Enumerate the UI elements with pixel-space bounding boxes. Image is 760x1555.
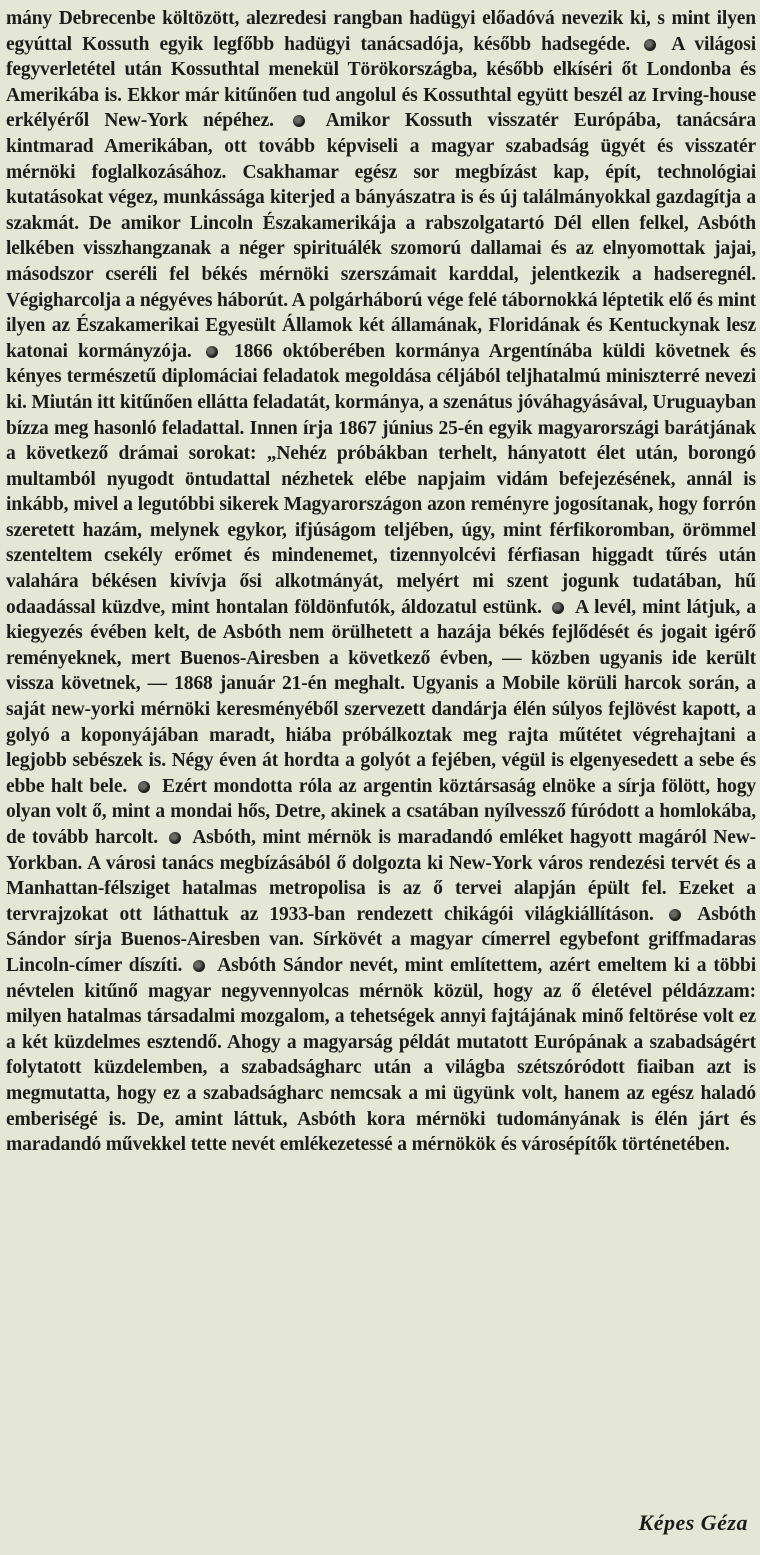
paragraph-5: A levél, mint látjuk, a kiegyezés évében kelt, de Asbóth nem örülhetett a hazája békés fejlődését és jogait igérő reményeknek, mert Buenos-Airesben a következő évben, — közben ugyanis ide került vissza követnek, — 1868 január 21-én meghalt. Ugyanis a Mobile körüli harcok során, a saját new-yorki mérnöki keresményéből szervezett dandárja élén súlyos fejlövést kapott, a golyó a koponyájában maradt, hiába próbálkoztak meg rajta műtétet végrehajtani a legjobb sebészek is. Négy éven át hordta a golyót a fejében, végül is elgenyesedett a sebe és ebbe halt bele. (6, 596, 756, 797)
bullet-dot-icon (193, 960, 205, 972)
paragraph-3: Amikor Kossuth visszatér Európába, tanácsára kintmarad Amerikában, ott tovább képviseli a magyar szabadság ügyét és visszatér mérnöki foglalkozásához. Csakhamar egész sor megbízást kap, épít, technológiai kutatásokat végez, munkássága kiterjed a bányászatra is és új találmányokkal gazdagítja a szakmát. De amikor Lincoln Északamerikája a rabszolgatartó Dél ellen felkel, Asbóth lelkében visszhangzanak a néger spirituálék szomorú dallamai és az elnyomottak jajai, másodszor cseréli fel békés mérnöki szerszámait karddal, jelentkezik a hadseregnél. Végigharcolja a négyéves háborút. A polgárháború vége felé tábornokká léptetik elő és mint ilyen az Északamerikai Egyesült Államok két államának, Floridának és Kentuckynak lesz katonai kormányzója. (6, 110, 756, 362)
paragraph-8: Asbóth Sándor sírja Buenos-Airesben van. Sírkövét a magyar címerrel egybefont griffmadaras Lincoln-címer díszíti. (6, 903, 756, 976)
bullet-dot-icon (206, 346, 218, 358)
bullet-dot-icon (138, 781, 150, 793)
bullet-dot-icon (644, 39, 656, 51)
paragraph-4: 1866 októberében kormánya Argentínába küldi követnek és kényes természetű diplomáciai feladatok megoldása céljából teljhatalmú miniszterré nevezi ki. Miután itt kitűnően ellátta feladatát, kormánya, a szenátus jóváhagyásával, Uruguayban bízza meg hasonló feladattal. Innen írja 1867 június 25-én egyik magyarországi barátjának a következő drámai sorokat: „Nehéz próbákban terhelt, hányatott élet után, borongó multamból nyugodt öntudattal nézhetek elébe napjaim vidám befejezésének, annál is inkább, mivel a legutóbbi sikerek Magyarországon azon reményre jogosítanak, hogy forrón szeretett hazám, melynek egykor, ifjúságom teljében, úgy, mint férfikoromban, örömmel szenteltem csekély erőmet és mindenemet, tizennyolcévi férfiasan higgadt tűrés után valahára békésen kivívja ősi alkotmányát, melyért mi szent jogunk tudatában, hű odaadással küzdve, mint hontalan földönfutók, áldozatul estünk. (6, 340, 756, 618)
bullet-dot-icon (552, 602, 564, 614)
article-text (6, 6, 756, 1158)
paragraph-9: Asbóth Sándor nevét, mint említettem, azért emeltem ki a többi névtelen kitűnő magyar negyvennyolcas mérnök közül, hogy az ő életével példázzam: milyen hatalmas társadalmi mozgalom, a tehetségek annyi fajtájának minő feltörése volt ez a két küzdelmes esztendő. Ahogy a magyarság példát mutatott Európának a szabadságért folytatott küzdelemben, a szabadságharc után a világba szétszóródott fiaiban azt is megmutatta, hogy ez a szabadságharc nemcsak a mi ügyünk volt, hanem az egész haladó emberiségé is. De, amint láttuk, Asbóth kora mérnöki tudományának is élén járt és maradandó művekkel tette nevét emlékezetessé a mérnökök és városépítők történetében. (6, 954, 756, 1156)
paragraph-2: A világosi fegyverletétel után Kossuthtal menekül Törökországba, később elkíséri őt Londonba és Amerikába is. Ekkor már kitűnően tud angolul és Kossuthtal együtt beszél az Irving-house erkélyéről New-York népéhez. (6, 33, 756, 132)
paragraph-7: Asbóth, mint mérnök is maradandó emléket hagyott magáról New-Yorkban. A városi tanács megbízásából ő dolgozta ki New-York város rendezési tervét és a Manhattan-félsziget hatalmas metropolisa is az ő tervei alapján épült fel. Ezeket a tervrajzokat ott láthattuk az 1933-ban rendezett chikágói világkiállításon. (6, 827, 756, 925)
article-body (6, 6, 756, 1158)
bullet-dot-icon (169, 832, 181, 844)
bullet-dot-icon (293, 115, 305, 127)
author-signature: Képes Géza (638, 1510, 748, 1535)
bullet-dot-icon (669, 909, 681, 921)
paragraph-6: Ezért mondotta róla az argentin köztársaság elnöke a sírja fölött, hogy olyan volt ő, mint a mondai hős, Detre, akinek a csatában nyílvessző fúródott a homlokába, de tovább harcolt. (6, 775, 756, 848)
paragraph-1: mány Debrecenbe költözött, alezredesi rangban hadügyi előadóvá nevezik ki, s mint ilyen egyúttal Kossuth egyik legfőbb hadügyi tanácsadója, később hadsegéde. (6, 8, 756, 55)
